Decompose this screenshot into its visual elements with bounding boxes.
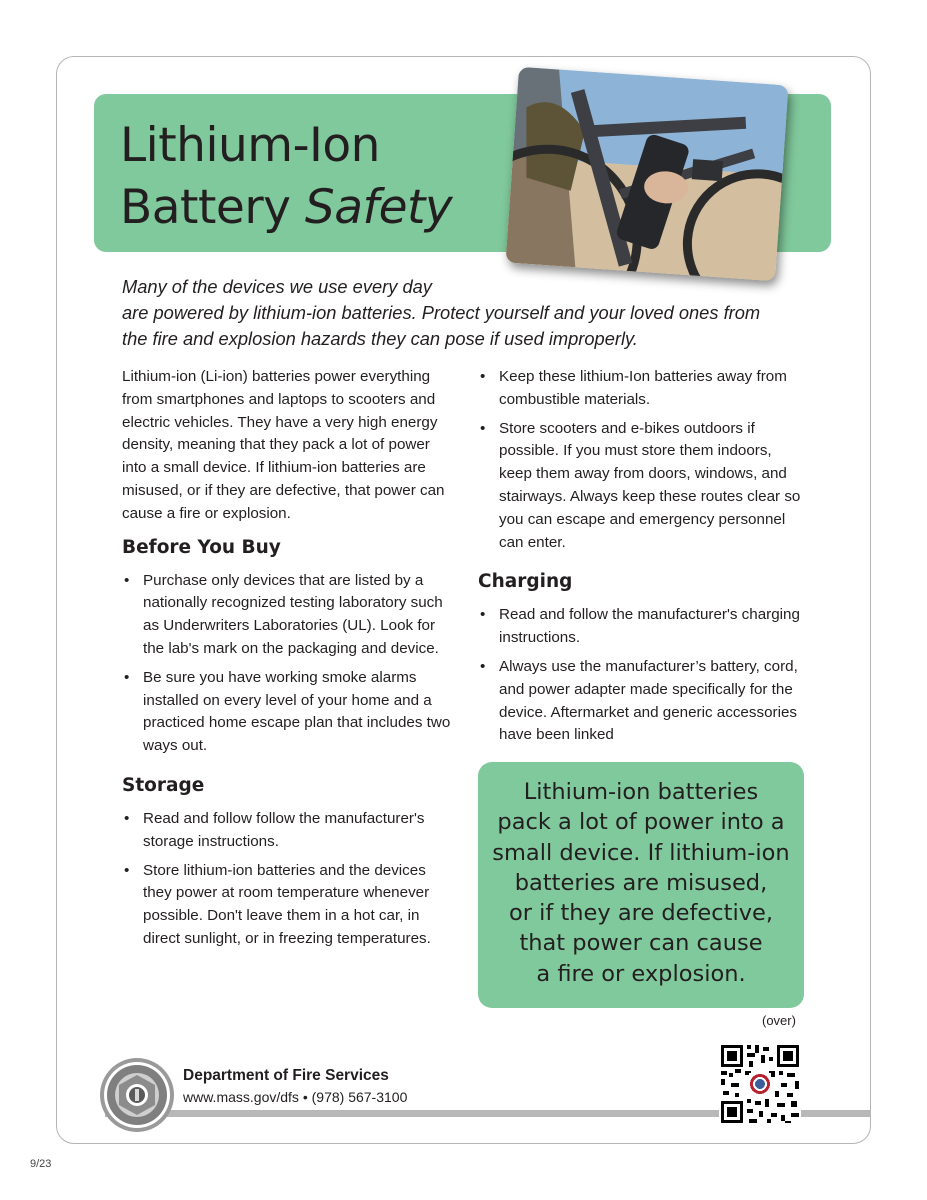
callout-box: Lithium-ion batteries pack a lot of power into a small device. If lithium-ion batteries are misused, or if they are defective, that power can cause a fire or explosion.: [478, 762, 804, 1008]
list-item: • Keep these lithium-Ion batteries away from combustible materials.: [478, 366, 808, 412]
before-you-buy-list: [122, 570, 457, 758]
storage-list-continued: [478, 366, 808, 554]
list-item: • Store lithium-ion batteries and the devices they power at room temperature whenever possible. Don't leave them in a hot car, in direct sunlight, or in freezing temperatures.: [122, 860, 457, 951]
left-column: [122, 366, 457, 957]
list-item: • Purchase only devices that are listed by a nationally recognized testing laboratory such as Underwriters Laboratories (UL). Look for the lab's mark on the packaging and device.: [122, 570, 457, 661]
title-line-1: Lithium-Ion: [120, 118, 380, 173]
intro-paragraph: Many of the devices we use every day are powered by lithium-ion batteries. Protect yourself and your loved ones from the fire and explosion hazards they can pose if used improperly.: [122, 276, 761, 349]
list-item: • Be sure you have working smoke alarms installed on every level of your home and a practiced home escape plan that includes two ways out.: [122, 667, 457, 758]
right-column: [478, 366, 808, 753]
charging-heading: Charging: [478, 571, 573, 593]
dfs-seal-icon: [99, 1057, 175, 1133]
org-contact: www.mass.gov/dfs • (978) 567-3100: [183, 1089, 408, 1105]
ebike-battery-photo: [505, 67, 788, 281]
org-name: Department of Fire Services: [183, 1067, 389, 1084]
page-title: [120, 115, 452, 239]
revision-date: 9/23: [30, 1158, 52, 1170]
list-item: • Read and follow the manufacturer's charging instructions.: [478, 604, 808, 650]
list-item: • Read and follow follow the manufacturer's storage instructions.: [122, 808, 457, 854]
overview-paragraph: Lithium-ion (Li-ion) batteries power everything from smartphones and laptops to scooters and electric vehicles. They have a very high energy density, meaning that they pack a lot of power into a small device. If lithium-ion batteries are misused, or if they are defective, that power can cause a fire or explosion.: [122, 368, 445, 522]
charging-list: [478, 604, 808, 747]
title-line-2: Battery Safety: [120, 180, 453, 235]
qr-code-icon[interactable]: [719, 1043, 801, 1125]
before-you-buy-heading: Before You Buy: [122, 536, 281, 558]
storage-heading: Storage: [122, 774, 205, 796]
storage-list: [122, 808, 457, 951]
phone-number: (978) 567-3100: [311, 1089, 408, 1105]
over-label: (over): [762, 1013, 796, 1028]
list-item: • Always use the manufacturer’s battery, cord, and power adapter made specifically for the device. Aftermarket and generic accessories have been linked: [478, 656, 808, 747]
list-item: • Store scooters and e-bikes outdoors if possible. If you must store them indoors, keep them away from doors, windows, and stairways. Always keep these routes clear so you can escape and emergency personnel can enter.: [478, 418, 808, 555]
website-link[interactable]: www.mass.gov/dfs: [183, 1089, 299, 1105]
